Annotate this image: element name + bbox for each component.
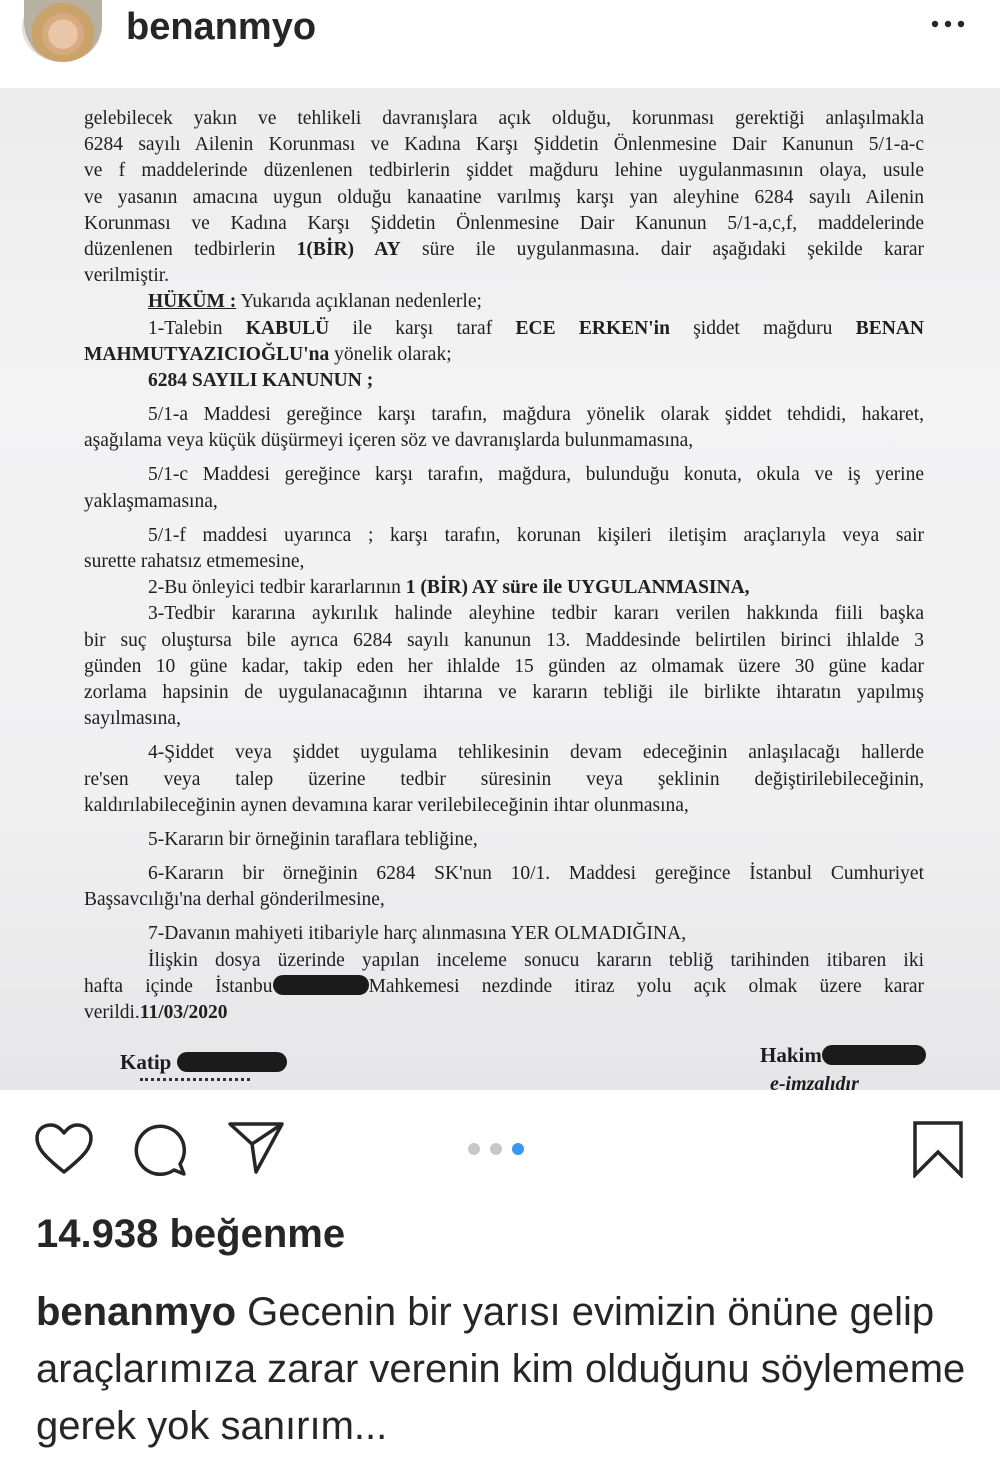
doc-bold-span: MAHMUTYAZICIOĞLU'na (84, 343, 330, 365)
doc-text-span: süre ile uygulanmasına. dair aşağıdaki şekilde karar (400, 238, 924, 260)
doc-item-5: 5-Kararın bir örneğinin taraflara tebliğine, (148, 828, 478, 850)
doc-text-span: Mahkemesi nezdinde itiraz yolu açık olmak üzere karar (368, 975, 924, 997)
doc-item-1 (84, 316, 924, 342)
doc-line: surette rahatsız etmemesine, (84, 551, 305, 572)
doc-text-span: YER OLMADIĞINA, (510, 923, 687, 945)
doc-final: İlişkin dosya üzerinde yapılan inceleme sonucu kararın tebliğ tarihinden itibaren iki (148, 949, 924, 971)
more-options-icon[interactable] (928, 12, 968, 32)
doc-date: 11/03/2020 (139, 1002, 228, 1023)
doc-line: Başsavcılığı'na derhal gönderilmesine, (84, 889, 385, 911)
doc-text-span: 2-Bu önleyici tedbir kararlarının (148, 577, 406, 599)
post-image-document[interactable] (0, 88, 1000, 1090)
post-actions (0, 1090, 1000, 1200)
hakim-signature (760, 1043, 926, 1068)
redaction-bar (273, 975, 369, 995)
doc-text-span: 1-Talebin (148, 317, 246, 339)
doc-line: sayılmasına, (84, 708, 181, 730)
katip-label: Katip (120, 1050, 172, 1074)
carousel-dot (512, 1143, 524, 1155)
doc-text-span: 7-Davanın mahiyeti itibariyle harç alınmasına (148, 923, 511, 945)
doc-bold-span: ECE ERKEN'in (515, 317, 670, 339)
doc-item-3: 3-Tedbir kararına aykırılık halinde aleyhine tedbir kararı verilen hakkında fiili başka (148, 603, 924, 625)
doc-line: ve f maddelerinde düzenlenen tedbirlerin şiddet mağduru lehine uygulanmasının olaya, usule (84, 160, 924, 182)
doc-line: ve yasanın amacına uygun olduğu kanaatine varılmış karşı yan aleyhine 6284 sayılı Ailenin (84, 186, 924, 208)
doc-line: Korunması ve Kadına Karşı Şiddetin Önlenmesine Dair Kanunun 5/1-a,c,f, maddelerinde (84, 212, 924, 234)
redaction-bar (822, 1045, 926, 1065)
doc-line: verilmiştir. (84, 265, 170, 287)
doc-text-span: düzenlenen tedbirlerin (84, 238, 297, 260)
doc-item-7 (84, 921, 924, 947)
doc-line (84, 974, 924, 1000)
doc-text-span: ile karşı taraf (329, 317, 516, 339)
doc-text-span: verildi. (84, 1002, 140, 1023)
caption-text: Gecenin bir yarısı evimizin önüne gelip araçlarımıza zarar verenin kim olduğunu söylememe gerek yok sanırım... (36, 1290, 966, 1448)
hakim-label: Hakim (760, 1043, 822, 1067)
share-icon[interactable] (226, 1120, 286, 1176)
carousel-dot (490, 1143, 502, 1155)
doc-text-span: şiddet mağduru (669, 317, 856, 339)
doc-hukum (84, 289, 924, 315)
carousel-dot (468, 1143, 480, 1155)
doc-law-heading: 6284 SAYILI KANUNUN ; (148, 369, 374, 391)
likes-count[interactable]: 14.938 beğenme (36, 1212, 346, 1256)
doc-line: 5/1-c Maddesi gereğince karşı tarafın, mağdura, bulunduğu konuta, okula ve iş yerine (148, 464, 924, 486)
bookmark-icon[interactable] (912, 1120, 964, 1178)
doc-duration: 1(BİR) AY (296, 238, 401, 260)
redaction-bar (177, 1052, 287, 1072)
hukum-label: HÜKÜM : (148, 291, 237, 313)
post-header (0, 0, 1000, 88)
doc-item-6: 6-Kararın bir örneğinin 6284 SK'nun 10/1. Maddesi gereğince İstanbul Cumhuriyet (148, 863, 924, 885)
heart-icon[interactable] (34, 1122, 94, 1176)
carousel-indicator (468, 1142, 534, 1160)
doc-bold-span: BENAN (855, 317, 924, 339)
doc-line: zorlama hapsinin de uygulanacağının ihtarına ve kararın tebliği ile birlikte ihtaratın yapılmış (84, 681, 924, 703)
doc-line: günden 10 güne kadar, takip eden her ihlalde 15 günden az olmamak üzere 30 güne kadar (84, 655, 924, 677)
signature-dots (140, 1078, 250, 1085)
doc-line: bir suç oluştursa bile ayrıca 6284 sayılı kanunun 13. Maddesinde belirtilen birinci ihlalde 3 (84, 629, 924, 651)
doc-line: 5/1-a Maddesi gereğince karşı tarafın, mağdura yönelik olarak şiddet tehdidi, hakaret, (148, 404, 924, 426)
doc-line (84, 342, 924, 368)
doc-bold-span: KABULÜ (245, 317, 330, 339)
post-caption (36, 1284, 976, 1455)
doc-line: 5/1-f maddesi uyarınca ; karşı tarafın, korunan kişileri iletişim araçlarıyla veya sair (148, 524, 924, 546)
doc-line: 6284 sayılı Ailenin Korunması ve Kadına Karşı Şiddetin Önlenmesine Dair Kanunun 5/1-a-c (84, 134, 924, 156)
doc-text-span: Yukarıda açıklanan nedenlerle; (236, 291, 482, 313)
doc-line (84, 1000, 924, 1026)
doc-text-span: hafta içinde İstanbu (84, 975, 273, 997)
doc-item-2 (84, 575, 924, 601)
e-signature-label: e-imzalıdır (770, 1073, 859, 1090)
post-username[interactable]: benanmyo (126, 6, 317, 48)
doc-line (84, 237, 924, 263)
doc-line: gelebilecek yakın ve tehlikeli davranışlara açık olduğu, korunması gerektiği anlaşılmakla (84, 108, 924, 129)
doc-item-4: 4-Şiddet veya şiddet uygulama tehlikesinin devam edeceğinin anlaşılacağı hallerde (148, 742, 924, 764)
document-text (84, 106, 924, 1026)
caption-username[interactable]: benanmyo (36, 1290, 237, 1334)
katip-signature (120, 1050, 287, 1075)
doc-line: aşağılama veya küçük düşürmeyi içeren söz ve davranışlarda bulunmamasına, (84, 430, 694, 452)
doc-bold-span: 1 (BİR) AY süre ile UYGULANMASINA, (405, 577, 750, 599)
doc-line: kaldırılabileceğinin aynen devamına karar verilebileceğinin ihtar olunmasına, (84, 794, 689, 816)
comment-icon[interactable] (130, 1120, 188, 1178)
doc-line: yaklaşmamasına, (84, 490, 218, 512)
doc-line: re'sen veya talep üzerine tedbir süresinin veya şeklinin değiştirilebileceğinin, (84, 768, 924, 790)
doc-text-span: yönelik olarak; (329, 343, 452, 365)
